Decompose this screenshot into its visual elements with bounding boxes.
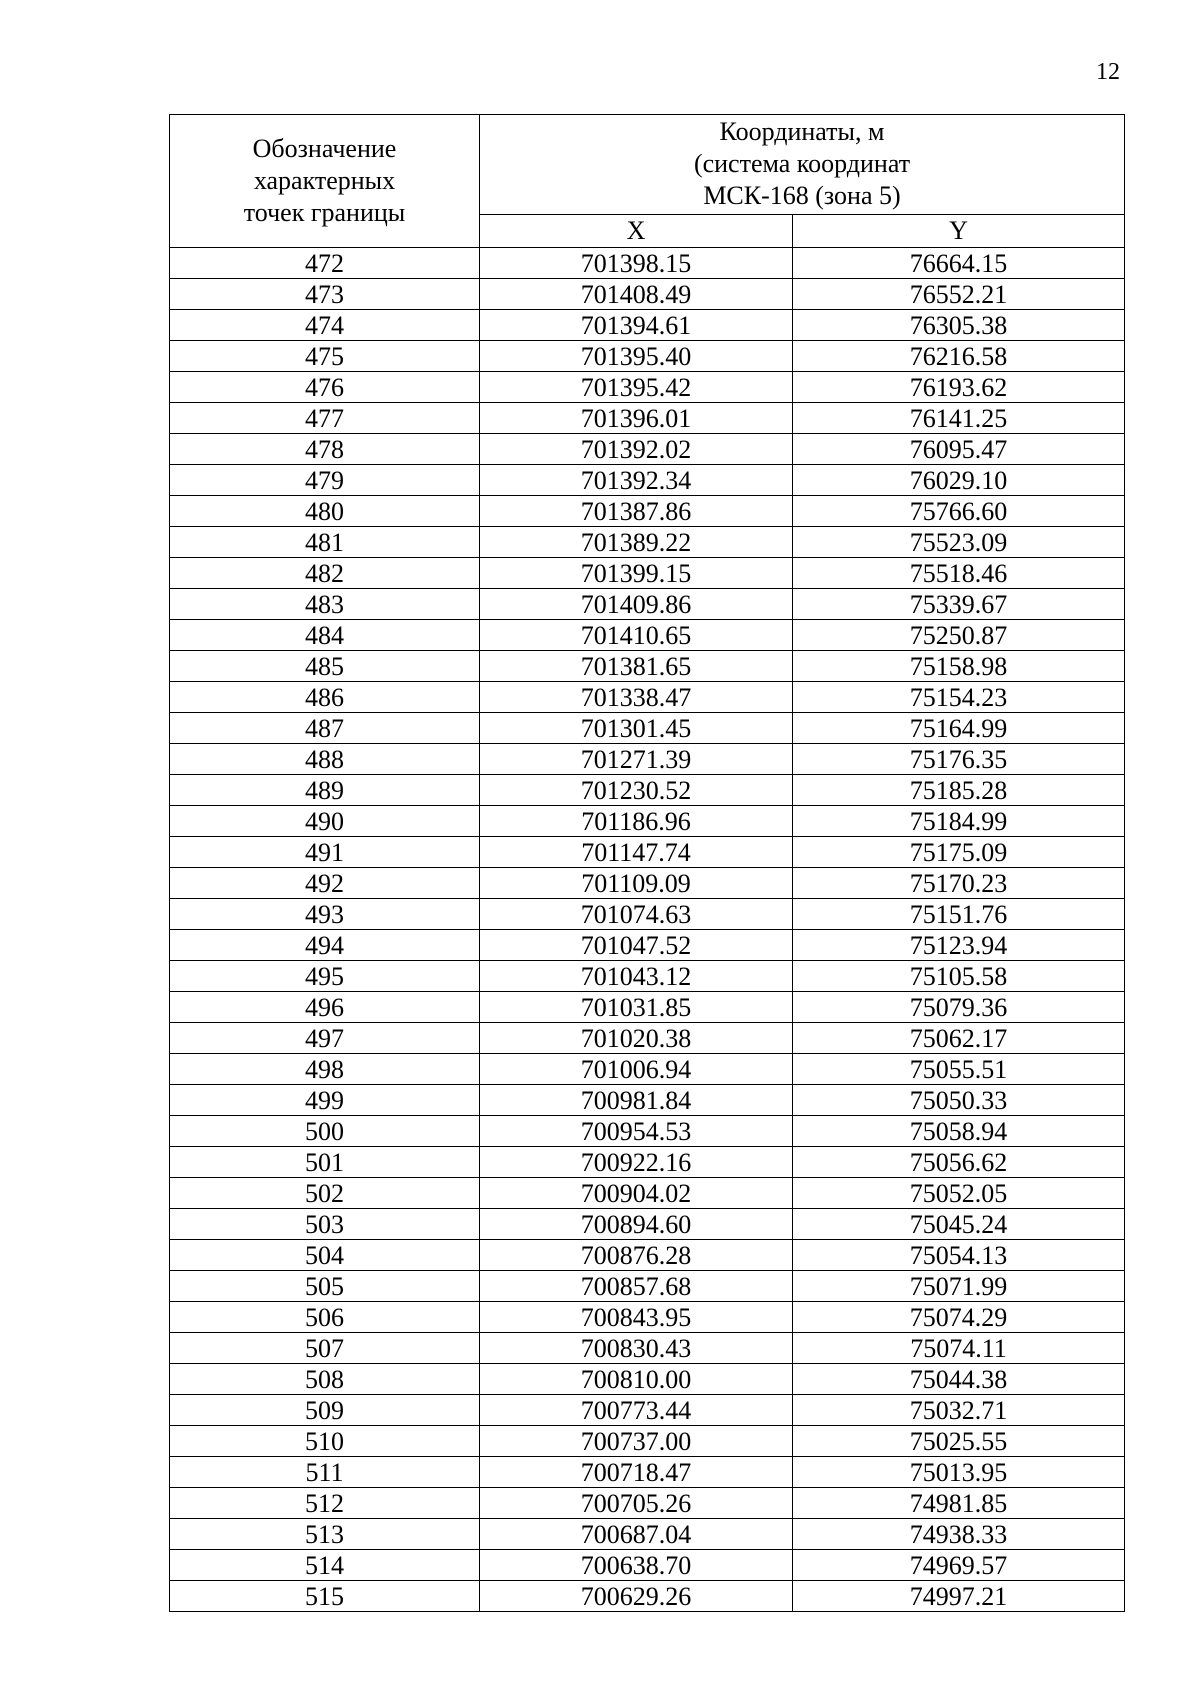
y-coordinate-cell: 76552.21	[793, 279, 1125, 310]
y-coordinate-cell: 75164.99	[793, 713, 1125, 744]
point-number-cell: 501	[170, 1147, 480, 1178]
point-number-cell: 478	[170, 434, 480, 465]
point-number-cell: 514	[170, 1550, 480, 1581]
table-row	[170, 1178, 1125, 1209]
x-coordinate-cell: 700737.00	[480, 1426, 793, 1457]
y-coordinate-cell: 75123.94	[793, 930, 1125, 961]
table-row	[170, 713, 1125, 744]
point-number-cell: 500	[170, 1116, 480, 1147]
point-number-cell: 495	[170, 961, 480, 992]
table-row	[170, 651, 1125, 682]
point-number-cell: 472	[170, 248, 480, 279]
table-row	[170, 1426, 1125, 1457]
x-coordinate-cell: 701395.40	[480, 341, 793, 372]
x-coordinate-cell: 701020.38	[480, 1023, 793, 1054]
y-coordinate-cell: 74981.85	[793, 1488, 1125, 1519]
y-coordinate-cell: 75158.98	[793, 651, 1125, 682]
x-coordinate-cell: 700922.16	[480, 1147, 793, 1178]
table-row	[170, 930, 1125, 961]
x-coordinate-cell: 701409.86	[480, 589, 793, 620]
point-number-cell: 482	[170, 558, 480, 589]
y-coordinate-cell: 74969.57	[793, 1550, 1125, 1581]
point-number-cell: 505	[170, 1271, 480, 1302]
x-coordinate-cell: 701394.61	[480, 310, 793, 341]
x-coordinate-cell: 700638.70	[480, 1550, 793, 1581]
point-number-cell: 512	[170, 1488, 480, 1519]
point-number-cell: 515	[170, 1581, 480, 1612]
coordinates-header	[480, 115, 1125, 215]
point-number-cell: 511	[170, 1457, 480, 1488]
y-coordinate-cell: 75056.62	[793, 1147, 1125, 1178]
table-row	[170, 248, 1125, 279]
x-coordinate-cell: 701031.85	[480, 992, 793, 1023]
y-coordinate-cell: 75518.46	[793, 558, 1125, 589]
y-coordinate-cell: 75250.87	[793, 620, 1125, 651]
x-column-header: X	[480, 214, 793, 247]
table-row	[170, 1054, 1125, 1085]
x-coordinate-cell: 700629.26	[480, 1581, 793, 1612]
y-coordinate-cell: 75079.36	[793, 992, 1125, 1023]
x-coordinate-cell: 701410.65	[480, 620, 793, 651]
y-coordinate-cell: 75058.94	[793, 1116, 1125, 1147]
y-coordinate-cell: 75151.76	[793, 899, 1125, 930]
point-number-cell: 513	[170, 1519, 480, 1550]
point-number-cell: 474	[170, 310, 480, 341]
y-coordinate-cell: 75766.60	[793, 496, 1125, 527]
x-coordinate-cell: 701043.12	[480, 961, 793, 992]
point-number-cell: 483	[170, 589, 480, 620]
x-coordinate-cell: 701338.47	[480, 682, 793, 713]
table-row	[170, 527, 1125, 558]
y-coordinate-cell: 75175.09	[793, 837, 1125, 868]
x-coordinate-cell: 700876.28	[480, 1240, 793, 1271]
y-coordinate-cell: 75013.95	[793, 1457, 1125, 1488]
y-coordinate-cell: 75185.28	[793, 775, 1125, 806]
x-coordinate-cell: 700773.44	[480, 1395, 793, 1426]
x-coordinate-cell: 701147.74	[480, 837, 793, 868]
x-coordinate-cell: 701408.49	[480, 279, 793, 310]
point-number-cell: 502	[170, 1178, 480, 1209]
coordinates-header-line-2: (система координат	[693, 149, 911, 179]
x-coordinate-cell: 700894.60	[480, 1209, 793, 1240]
table-row	[170, 1333, 1125, 1364]
point-number-cell: 510	[170, 1426, 480, 1457]
y-coordinate-cell: 76029.10	[793, 465, 1125, 496]
point-number-cell: 479	[170, 465, 480, 496]
table-row	[170, 1457, 1125, 1488]
x-coordinate-cell: 701392.02	[480, 434, 793, 465]
table-row	[170, 558, 1125, 589]
table-row	[170, 1488, 1125, 1519]
table-row	[170, 434, 1125, 465]
y-coordinate-cell: 75054.13	[793, 1240, 1125, 1271]
x-coordinate-cell: 701301.45	[480, 713, 793, 744]
table-row	[170, 1147, 1125, 1178]
table-row	[170, 403, 1125, 434]
table-row	[170, 310, 1125, 341]
y-coordinate-cell: 74938.33	[793, 1519, 1125, 1550]
table-row	[170, 961, 1125, 992]
point-number-cell: 489	[170, 775, 480, 806]
point-number-cell: 493	[170, 899, 480, 930]
y-coordinate-cell: 75154.23	[793, 682, 1125, 713]
table-row	[170, 775, 1125, 806]
table-row	[170, 806, 1125, 837]
x-coordinate-cell: 701392.34	[480, 465, 793, 496]
x-coordinate-cell: 701074.63	[480, 899, 793, 930]
designation-header	[170, 115, 480, 248]
designation-header-line-3: точек границы	[243, 198, 406, 227]
table-row	[170, 620, 1125, 651]
y-coordinate-cell: 75045.24	[793, 1209, 1125, 1240]
point-number-cell: 496	[170, 992, 480, 1023]
x-coordinate-cell: 701396.01	[480, 403, 793, 434]
y-coordinate-cell: 75025.55	[793, 1426, 1125, 1457]
designation-header-line-1: Обозначение	[252, 134, 397, 163]
table-row	[170, 868, 1125, 899]
table-row	[170, 589, 1125, 620]
x-coordinate-cell: 700843.95	[480, 1302, 793, 1333]
point-number-cell: 499	[170, 1085, 480, 1116]
y-coordinate-cell: 75105.58	[793, 961, 1125, 992]
y-coordinate-cell: 75050.33	[793, 1085, 1125, 1116]
table-body	[170, 248, 1125, 1612]
table-row	[170, 1581, 1125, 1612]
x-coordinate-cell: 701230.52	[480, 775, 793, 806]
point-number-cell: 475	[170, 341, 480, 372]
table-row	[170, 992, 1125, 1023]
table-row	[170, 1023, 1125, 1054]
point-number-cell: 492	[170, 868, 480, 899]
y-coordinate-cell: 75055.51	[793, 1054, 1125, 1085]
x-coordinate-cell: 700810.00	[480, 1364, 793, 1395]
table-header	[170, 115, 1125, 248]
x-coordinate-cell: 701109.09	[480, 868, 793, 899]
designation-header-line-2: характерных	[253, 166, 396, 195]
table-row	[170, 837, 1125, 868]
coordinates-header-line-3: МСК-168 (зона 5)	[703, 181, 901, 211]
point-number-cell: 506	[170, 1302, 480, 1333]
point-number-cell: 485	[170, 651, 480, 682]
point-number-cell: 491	[170, 837, 480, 868]
point-number-cell: 484	[170, 620, 480, 651]
point-number-cell: 476	[170, 372, 480, 403]
table-row	[170, 899, 1125, 930]
point-number-cell: 477	[170, 403, 480, 434]
y-coordinate-cell: 75074.11	[793, 1333, 1125, 1364]
y-coordinate-cell: 75032.71	[793, 1395, 1125, 1426]
table-row	[170, 1364, 1125, 1395]
table-row	[170, 1550, 1125, 1581]
x-coordinate-cell: 701399.15	[480, 558, 793, 589]
table-row	[170, 372, 1125, 403]
point-number-cell: 494	[170, 930, 480, 961]
table-row	[170, 1302, 1125, 1333]
point-number-cell: 504	[170, 1240, 480, 1271]
point-number-cell: 498	[170, 1054, 480, 1085]
y-coordinate-cell: 76664.15	[793, 248, 1125, 279]
x-coordinate-cell: 701395.42	[480, 372, 793, 403]
y-coordinate-cell: 75071.99	[793, 1271, 1125, 1302]
y-column-header: Y	[793, 214, 1125, 247]
table-row	[170, 1116, 1125, 1147]
point-number-cell: 490	[170, 806, 480, 837]
point-number-cell: 481	[170, 527, 480, 558]
table-row	[170, 1209, 1125, 1240]
table-row	[170, 279, 1125, 310]
x-coordinate-cell: 701047.52	[480, 930, 793, 961]
table-row	[170, 1519, 1125, 1550]
x-coordinate-cell: 700705.26	[480, 1488, 793, 1519]
y-coordinate-cell: 74997.21	[793, 1581, 1125, 1612]
point-number-cell: 497	[170, 1023, 480, 1054]
y-coordinate-cell: 75184.99	[793, 806, 1125, 837]
table-row	[170, 744, 1125, 775]
point-number-cell: 508	[170, 1364, 480, 1395]
point-number-cell: 509	[170, 1395, 480, 1426]
x-coordinate-cell: 700857.68	[480, 1271, 793, 1302]
x-coordinate-cell: 701387.86	[480, 496, 793, 527]
x-coordinate-cell: 701389.22	[480, 527, 793, 558]
point-number-cell: 480	[170, 496, 480, 527]
y-coordinate-cell: 76141.25	[793, 403, 1125, 434]
point-number-cell: 487	[170, 713, 480, 744]
table-row	[170, 1271, 1125, 1302]
y-coordinate-cell: 75176.35	[793, 744, 1125, 775]
x-coordinate-cell: 701271.39	[480, 744, 793, 775]
y-coordinate-cell: 75044.38	[793, 1364, 1125, 1395]
table-row	[170, 465, 1125, 496]
table-row	[170, 1240, 1125, 1271]
x-coordinate-cell: 701186.96	[480, 806, 793, 837]
coordinates-table	[169, 114, 1125, 1612]
x-coordinate-cell: 701398.15	[480, 248, 793, 279]
y-coordinate-cell: 75062.17	[793, 1023, 1125, 1054]
y-coordinate-cell: 75523.09	[793, 527, 1125, 558]
y-coordinate-cell: 75170.23	[793, 868, 1125, 899]
x-coordinate-cell: 700718.47	[480, 1457, 793, 1488]
y-coordinate-cell: 75074.29	[793, 1302, 1125, 1333]
x-coordinate-cell: 700830.43	[480, 1333, 793, 1364]
page-number: 12	[1096, 59, 1120, 85]
x-coordinate-cell: 701381.65	[480, 651, 793, 682]
x-coordinate-cell: 700904.02	[480, 1178, 793, 1209]
table-row	[170, 496, 1125, 527]
x-coordinate-cell: 701006.94	[480, 1054, 793, 1085]
point-number-cell: 488	[170, 744, 480, 775]
coordinates-header-line-1: Координаты, м	[719, 117, 885, 147]
table-row	[170, 1395, 1125, 1426]
x-coordinate-cell: 700687.04	[480, 1519, 793, 1550]
y-coordinate-cell: 76095.47	[793, 434, 1125, 465]
x-coordinate-cell: 700954.53	[480, 1116, 793, 1147]
table-row	[170, 682, 1125, 713]
point-number-cell: 473	[170, 279, 480, 310]
table-row	[170, 341, 1125, 372]
x-coordinate-cell: 700981.84	[480, 1085, 793, 1116]
point-number-cell: 503	[170, 1209, 480, 1240]
y-coordinate-cell: 75339.67	[793, 589, 1125, 620]
y-coordinate-cell: 76193.62	[793, 372, 1125, 403]
point-number-cell: 507	[170, 1333, 480, 1364]
y-coordinate-cell: 76216.58	[793, 341, 1125, 372]
y-coordinate-cell: 75052.05	[793, 1178, 1125, 1209]
y-coordinate-cell: 76305.38	[793, 310, 1125, 341]
point-number-cell: 486	[170, 682, 480, 713]
table-row	[170, 1085, 1125, 1116]
